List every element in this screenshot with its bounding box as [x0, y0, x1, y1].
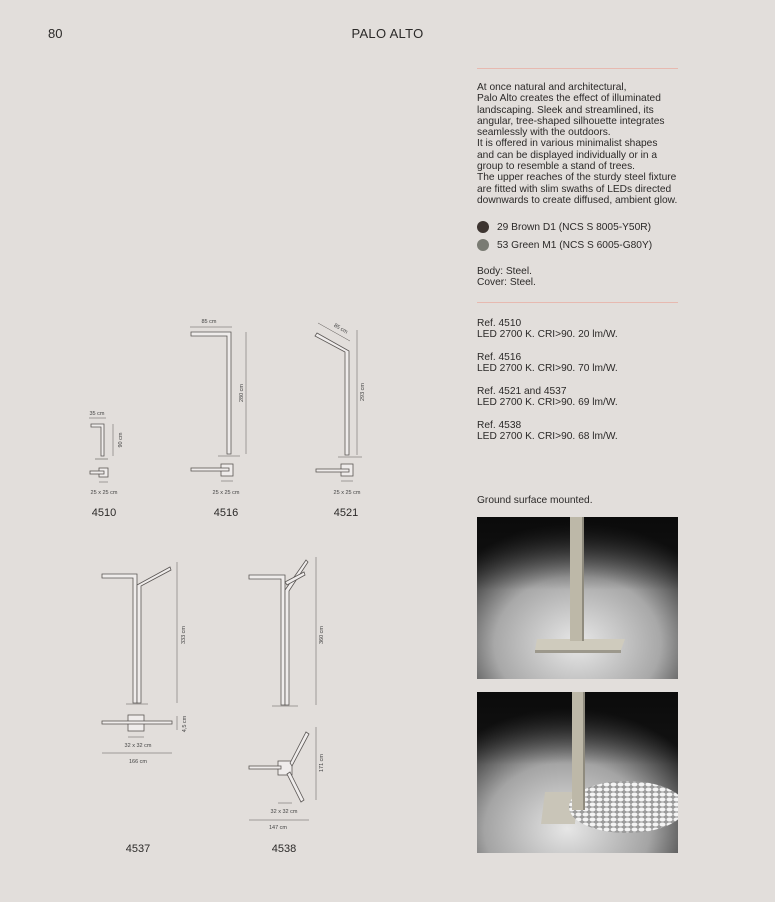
dim-4516-width: 85 cm: [201, 319, 217, 325]
model-label-4537: 4537: [125, 843, 151, 855]
dim-4521-height: 293 cm: [360, 382, 366, 402]
spec-led: LED 2700 K. CRI>90. 20 lm/W.: [477, 329, 618, 341]
spec-led: LED 2700 K. CRI>90. 69 lm/W.: [477, 397, 618, 409]
material-cover: Cover: Steel.: [477, 277, 536, 289]
spec-led: LED 2700 K. CRI>90. 70 lm/W.: [477, 363, 618, 375]
dim-4510-height: 90 cm: [118, 432, 124, 448]
spec-ref: Ref. 4538: [477, 420, 522, 431]
model-label-4510: 4510: [91, 507, 117, 519]
spec-led: LED 2700 K. CRI>90. 68 lm/W.: [477, 431, 618, 443]
spec-ref: Ref. 4510: [477, 318, 522, 329]
model-label-4538: 4538: [271, 843, 297, 855]
model-label-4516: 4516: [213, 507, 239, 519]
dim-4521-base: 25 x 25 cm: [333, 490, 361, 496]
dim-4516-height: 280 cm: [239, 383, 245, 403]
dim-4538-plan-height: 171 cm: [319, 753, 325, 773]
spec-ref: Ref. 4521 and 4537: [477, 386, 567, 397]
dim-4516-base: 25 x 25 cm: [212, 490, 240, 496]
dim-4521-width: 85 cm: [332, 322, 349, 336]
mounting-note: Ground surface mounted.: [477, 495, 593, 506]
dim-4538-span: 147 cm: [268, 825, 288, 831]
dim-4538-height: 360 cm: [319, 625, 325, 645]
dim-4537-base: 32 x 32 cm: [124, 743, 152, 749]
dim-4537-height: 333 cm: [181, 625, 187, 645]
finish-brown-label: 29 Brown D1 (NCS S 8005-Y50R): [497, 221, 652, 233]
dim-4510-base: 25 x 25 cm: [90, 490, 118, 496]
dim-4510-width: 35 cm: [89, 411, 105, 417]
dim-4537-base-height: 4,5 cm: [182, 715, 188, 733]
model-label-4521: 4521: [333, 507, 359, 519]
product-description: At once natural and architectural, Palo Alto creates the effect of illuminated landscaping. Sleek and streamlined, its angular, tree-shaped silhouette integrates seamlessly with the outdoors. It is offered in various minimalist shapes and can be displayed individually or in a group to resemble a stand of trees. The upper reaches of the sturdy steel fixture are fitted with slim swaths of LEDs directed downwards to create diffused, ambient glow.: [477, 82, 678, 206]
spec-ref: Ref. 4516: [477, 352, 522, 363]
dim-4538-base: 32 x 32 cm: [270, 809, 298, 815]
dim-4537-span: 166 cm: [128, 759, 148, 765]
finish-green-label: 53 Green M1 (NCS S 6005-G80Y): [497, 239, 653, 251]
material-body: Body: Steel.: [477, 266, 532, 277]
page-number: 80: [48, 26, 63, 41]
page-title: PALO ALTO: [351, 26, 424, 41]
